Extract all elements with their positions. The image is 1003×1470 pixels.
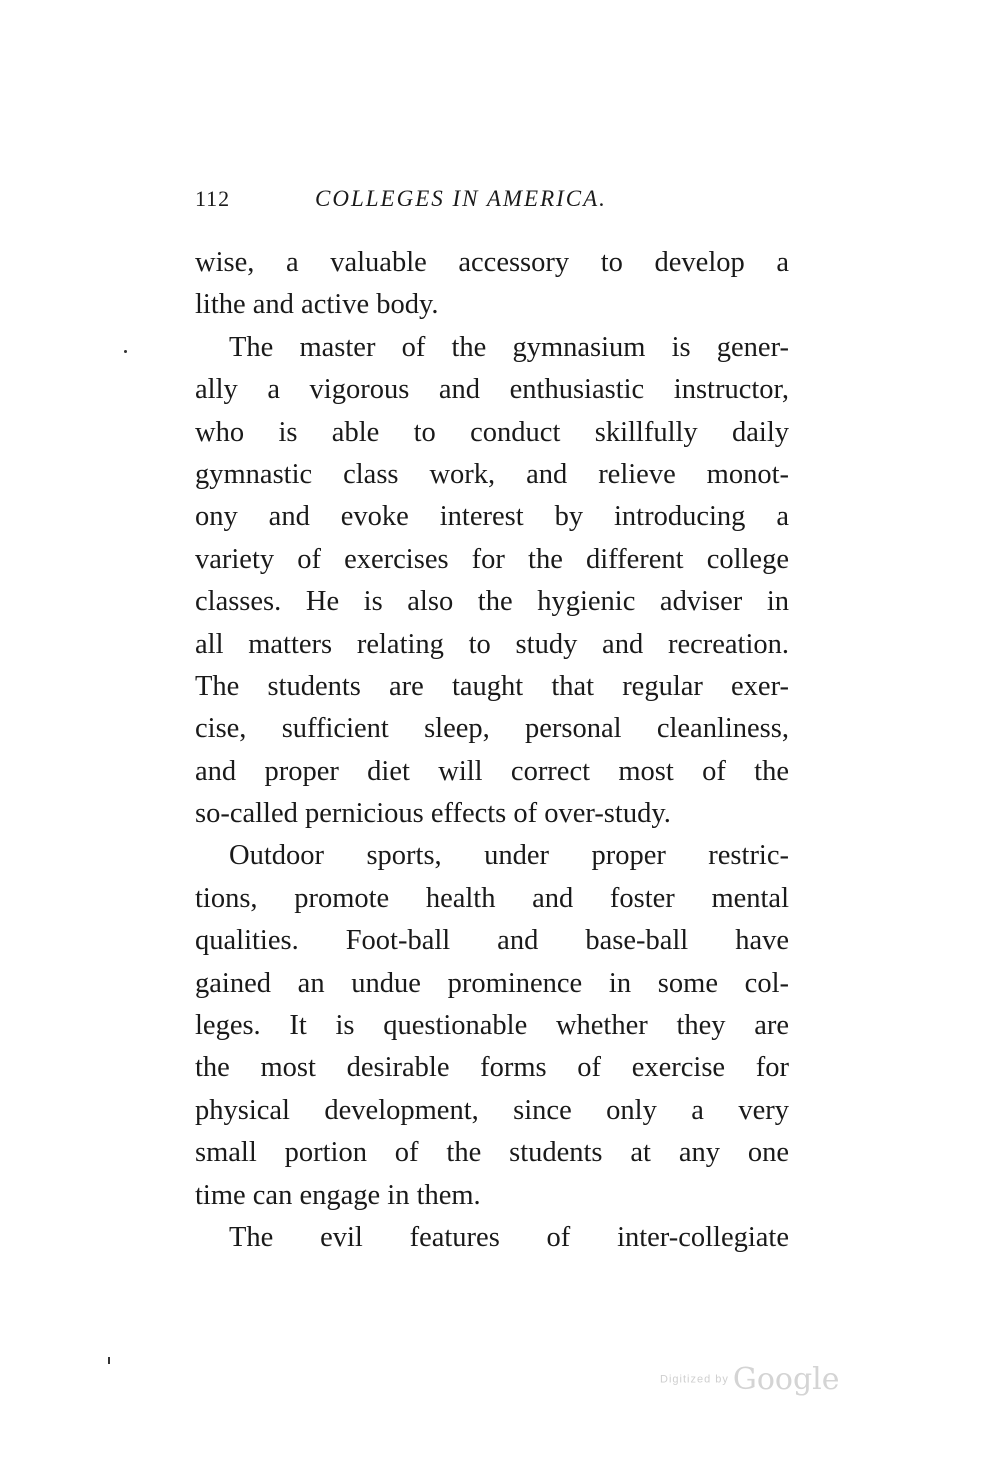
google-logo: Google <box>732 1362 840 1397</box>
running-title: COLLEGES IN AMERICA. <box>315 186 607 211</box>
text-line: all matters relating to study and recreation. <box>195 628 789 660</box>
body-text <box>195 242 789 1259</box>
text-line: The students are taught that regular exer- <box>195 670 789 702</box>
text-line: gained an undue prominence in some col- <box>195 967 789 999</box>
text-line: leges. It is questionable whether they are <box>195 1010 789 1042</box>
text-line: wise, a valuable accessory to develop a <box>195 247 789 278</box>
watermark-prefix: Digitized by <box>660 1373 729 1386</box>
text-line: ally a vigorous and enthusiastic instructor, <box>195 374 789 406</box>
digitized-watermark <box>660 1362 870 1402</box>
text-line: The master of the gymnasium is gener- <box>229 331 789 363</box>
scan-speck <box>124 350 127 353</box>
text-line: tions, promote health and foster mental <box>195 882 789 914</box>
text-line: classes. He is also the hygienic adviser in <box>195 586 789 618</box>
text-line: the most desirable forms of exercise for <box>195 1052 789 1084</box>
scan-speck <box>108 1357 110 1364</box>
text-line: variety of exercises for the different college <box>195 543 789 575</box>
text-line: Outdoor sports, under proper restric- <box>229 840 789 872</box>
text-line: and proper diet will correct most of the <box>195 755 789 787</box>
text-line: who is able to conduct skillfully daily <box>195 416 789 448</box>
text-line: cise, sufficient sleep, personal cleanliness, <box>195 713 789 745</box>
text-line: time can engage in them. <box>195 1179 481 1211</box>
text-line: so-called pernicious effects of over-study. <box>195 798 671 830</box>
text-line: physical development, since only a very <box>195 1094 789 1126</box>
text-line: small portion of the students at any one <box>195 1137 789 1169</box>
text-line: lithe and active body. <box>195 289 439 321</box>
text-line: The evil features of inter-collegiate <box>229 1221 789 1253</box>
page-number: 112 <box>195 186 231 211</box>
text-line: qualities. Foot-ball and base-ball have <box>195 925 789 957</box>
text-line: ony and evoke interest by introducing a <box>195 501 789 533</box>
running-header <box>195 186 795 220</box>
text-line: gymnastic class work, and relieve monot- <box>195 458 789 490</box>
